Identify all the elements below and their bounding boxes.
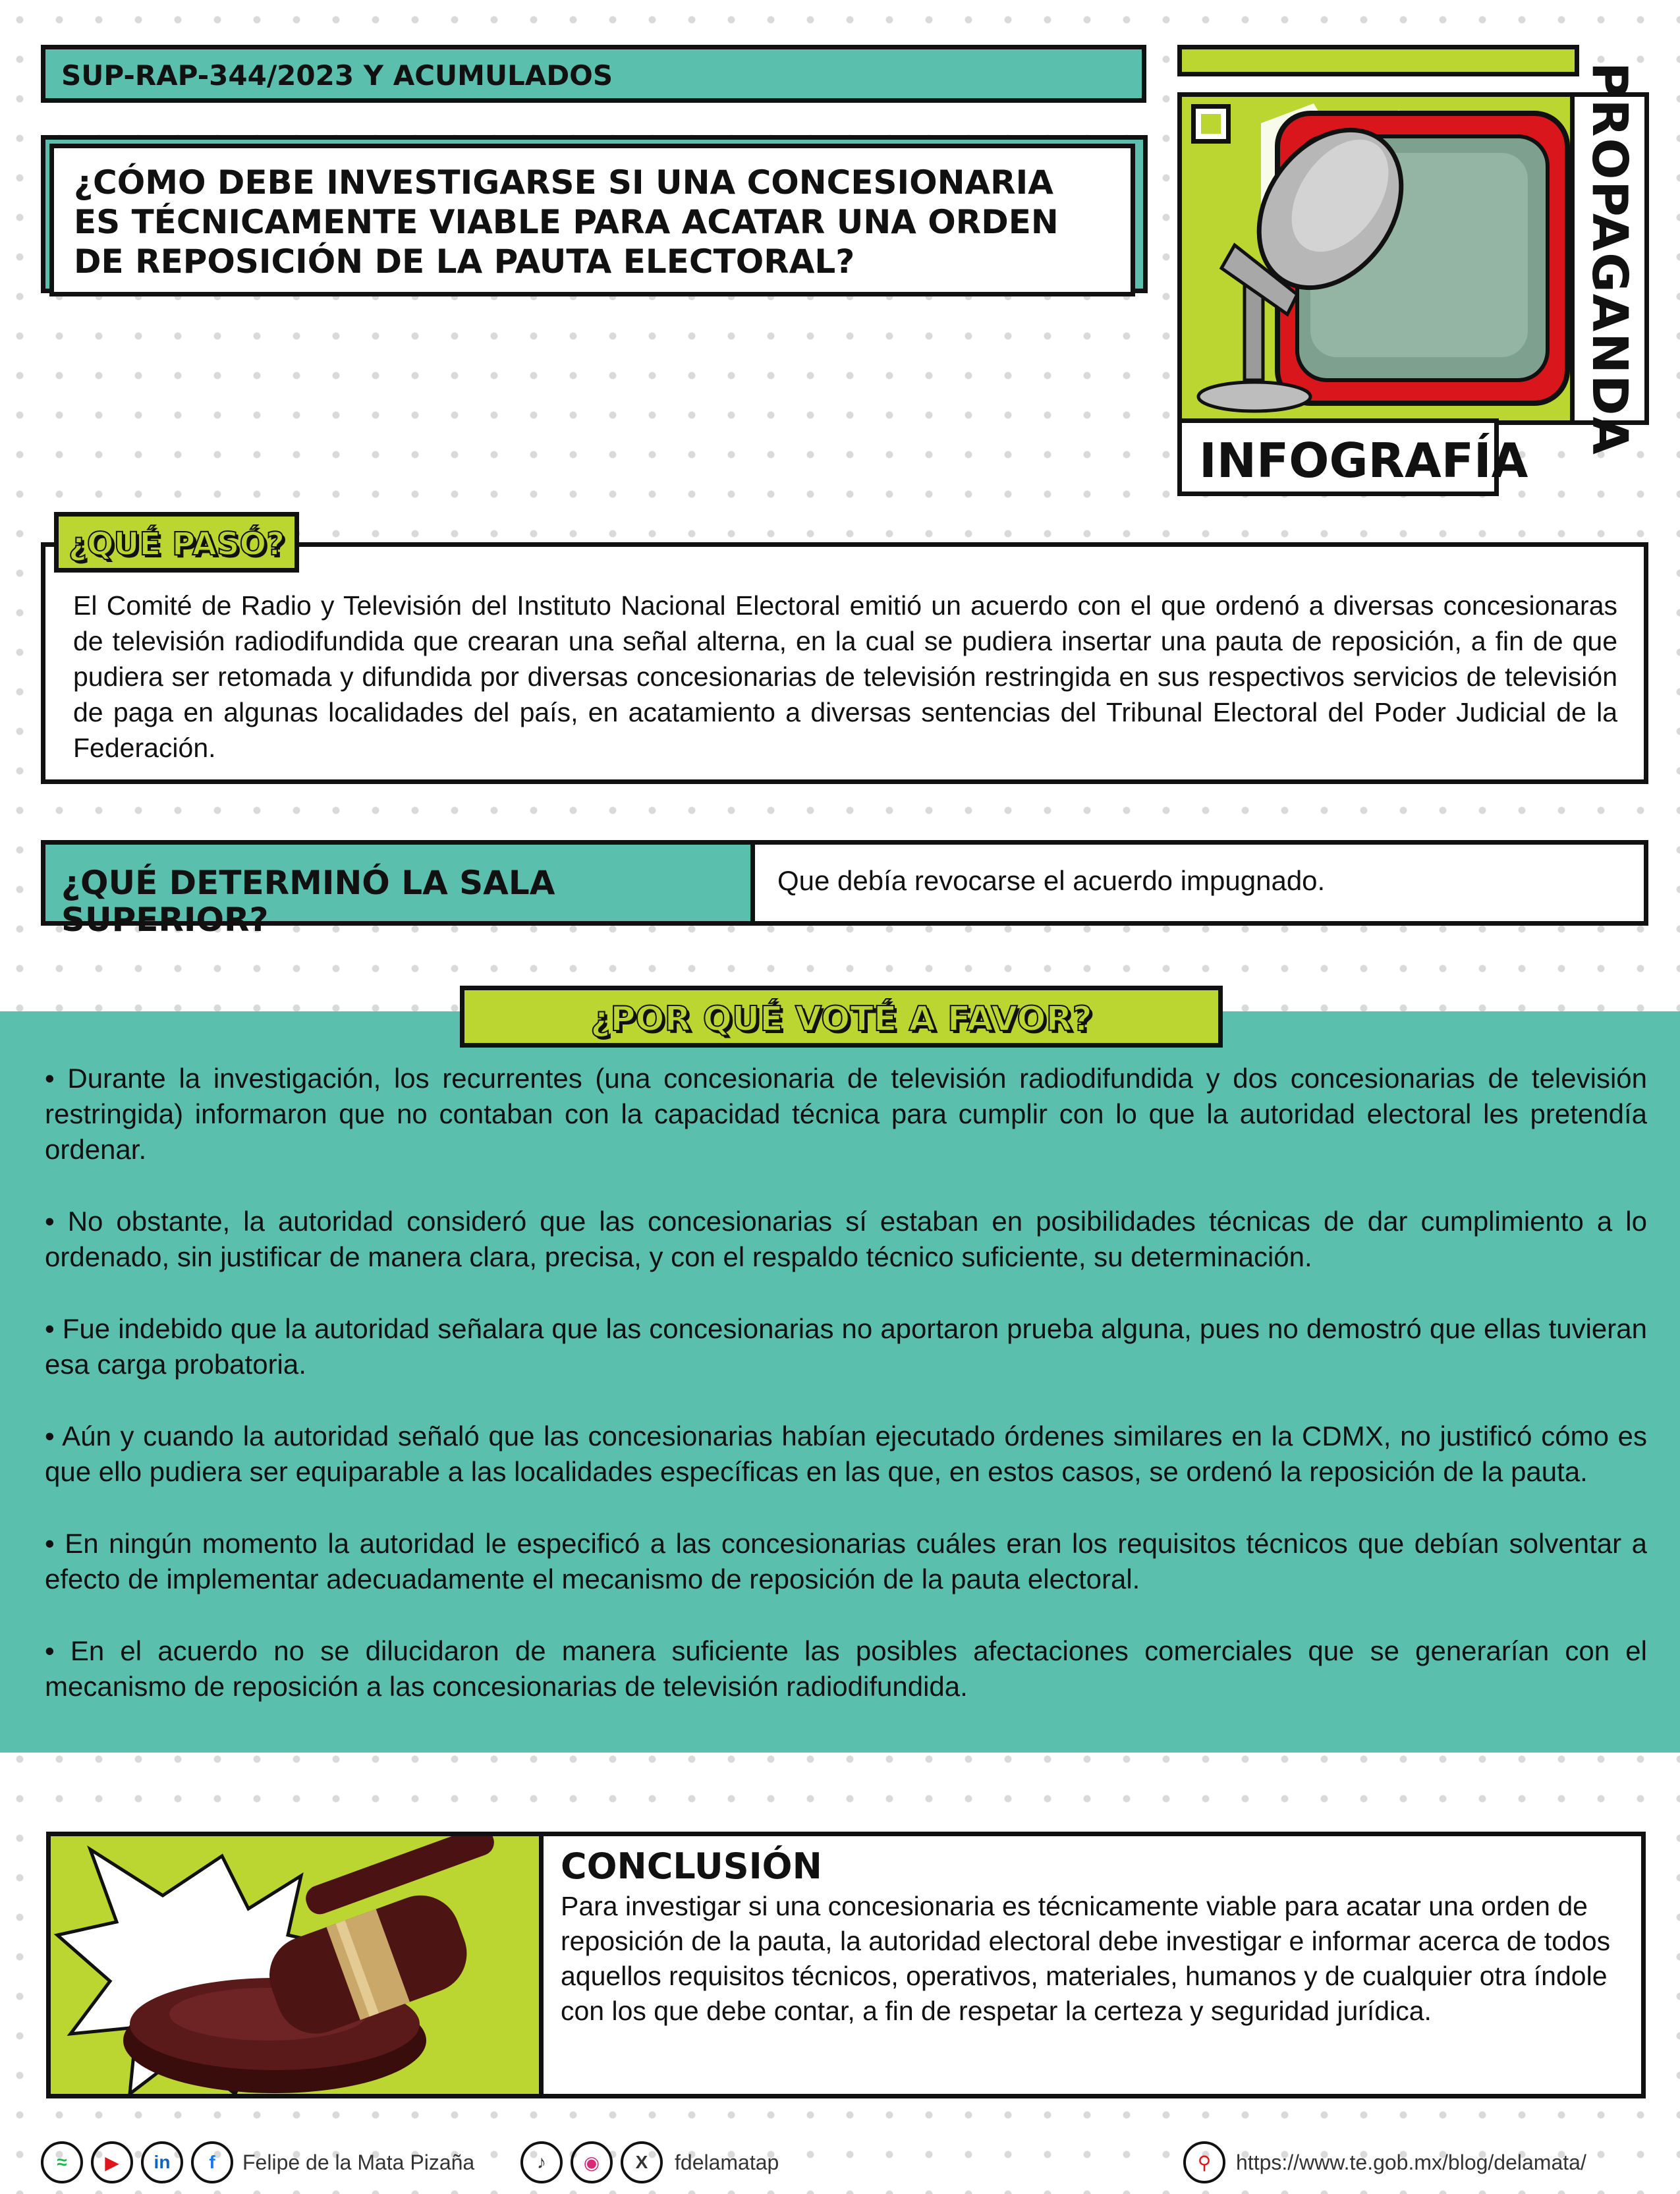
- hero-top-bar: [1177, 45, 1579, 76]
- que-paso-title: ¿QUÉ PASÓ?: [54, 512, 299, 573]
- footer-handle: fdelamatap: [675, 2151, 779, 2174]
- reason-item: • En el acuerdo no se dilucidaron de manera suficiente las posibles afectaciones comerciales que se generarían con el mecanismo de reposición a las concesionarias de televisión radiodifundida.: [45, 1635, 1647, 1702]
- gavel-illustration: [46, 1832, 544, 2098]
- spotify-icon[interactable]: ≈: [41, 2141, 83, 2183]
- linkedin-icon[interactable]: in: [141, 2141, 183, 2183]
- gavel-icon: [51, 1836, 539, 2094]
- topic-label: [1570, 61, 1649, 456]
- search-icon[interactable]: ⚲: [1183, 2141, 1225, 2183]
- hero-illustration: [1177, 92, 1579, 425]
- reasons-list: [45, 1061, 1647, 1741]
- conclusion-title: CONCLUSIÓN: [561, 1845, 822, 1887]
- topic-text: PROPAGANDA: [1581, 61, 1638, 456]
- facebook-icon[interactable]: f: [191, 2141, 233, 2183]
- document-type-label: INFOGRAFÍA: [1177, 418, 1499, 496]
- footer-url[interactable]: https://www.te.gob.mx/blog/delamata/: [1236, 2151, 1586, 2174]
- sala-superior-answer: Que debía revocarse el acuerdo impugnado.: [777, 865, 1326, 896]
- youtube-icon[interactable]: ▶: [91, 2141, 133, 2183]
- tv-microphone-illustration: [1182, 97, 1575, 420]
- reason-item: • Fue indebido que la autoridad señalara que las concesionarias no aportaron prueba alguna, pues no demostró que ellas tuvieran esa carga probatoria.: [45, 1313, 1647, 1380]
- conclusion-box: [539, 1832, 1646, 2098]
- page-title: ¿CÓMO DEBE INVESTIGARSE SI UNA CONCESIONARIA ES TÉCNICAMENTE VIABLE PARA ACATAR UNA ORDEN DE REPOSICIÓN DE LA PAUTA ELECTORAL?: [49, 144, 1135, 296]
- footer-name: Felipe de la Mata Pizaña: [242, 2151, 475, 2174]
- sala-superior-title: ¿QUÉ DETERMINÓ LA SALA SUPERIOR?: [45, 845, 755, 921]
- footer: [41, 2141, 1648, 2194]
- instagram-icon[interactable]: ◉: [571, 2141, 613, 2183]
- case-number-tag: SUP-RAP-344/2023 Y ACUMULADOS: [41, 45, 1146, 103]
- que-paso-text: El Comité de Radio y Televisión del Instituto Nacional Electoral emitió un acuerdo con el que ordenó a diversas concesionaras de televisión radiodifundida que crearan una señal alterna, en la cual se pudiera insertar una pauta de reposición, a fin de que pudiera ser retomada y difundida por diversas concesionarias de televisión restringida en sus respectivos servicios de televisión de paga en algunas localidades del país, en acatamiento a diversas sentencias del Tribunal Electoral del Poder Judicial de la Federación.: [41, 542, 1648, 784]
- reasons-title: ¿POR QUÉ VOTÉ A FAVOR?: [460, 986, 1223, 1048]
- reason-item: • Durante la investigación, los recurrentes (una concesionaria de televisión radiodifundida y dos concesionarias de televisión restringida) informaron que no contaban con la capacidad técnica para cumplir con lo que la autoridad electoral les pretendía ordenar.: [45, 1063, 1647, 1165]
- conclusion-text: Para investigar si una concesionaria es técnicamente viable para acatar una orden de reposición de la pauta, la autoridad electoral debe investigar e informar acerca de todos aquellos requisitos técnicos, operativos, materiales, humanos y de cualquier otra índole con los que debe contar, a fin de respetar la certeza y seguridad jurídica.: [561, 1891, 1611, 2026]
- tiktok-icon[interactable]: ♪: [520, 2141, 563, 2183]
- reason-item: • Aún y cuando la autoridad señaló que las concesionarias habían ejecutado órdenes similares en la CDMX, no justificó cómo es que ello pudiera ser equiparable a las localidades específicas en las que, en estos casos, se ordenó la reposición de la pauta.: [45, 1420, 1647, 1487]
- reason-item: • No obstante, la autoridad consideró que las concesionarias sí estaban en posibilidades técnicas de dar cumplimiento a lo ordenado, sin justificar de manera clara, precisa, y con el respaldo técnico suficiente, su determinación.: [45, 1206, 1647, 1272]
- hero-square-fill: [1201, 114, 1221, 134]
- x-icon[interactable]: X: [621, 2141, 663, 2183]
- reason-item: • En ningún momento la autoridad le especificó a las concesionarias cuáles eran los requisitos técnicos que debían solventar a efecto de implementar adecuadamente el mecanismo de reposición de la pauta electoral.: [45, 1528, 1647, 1594]
